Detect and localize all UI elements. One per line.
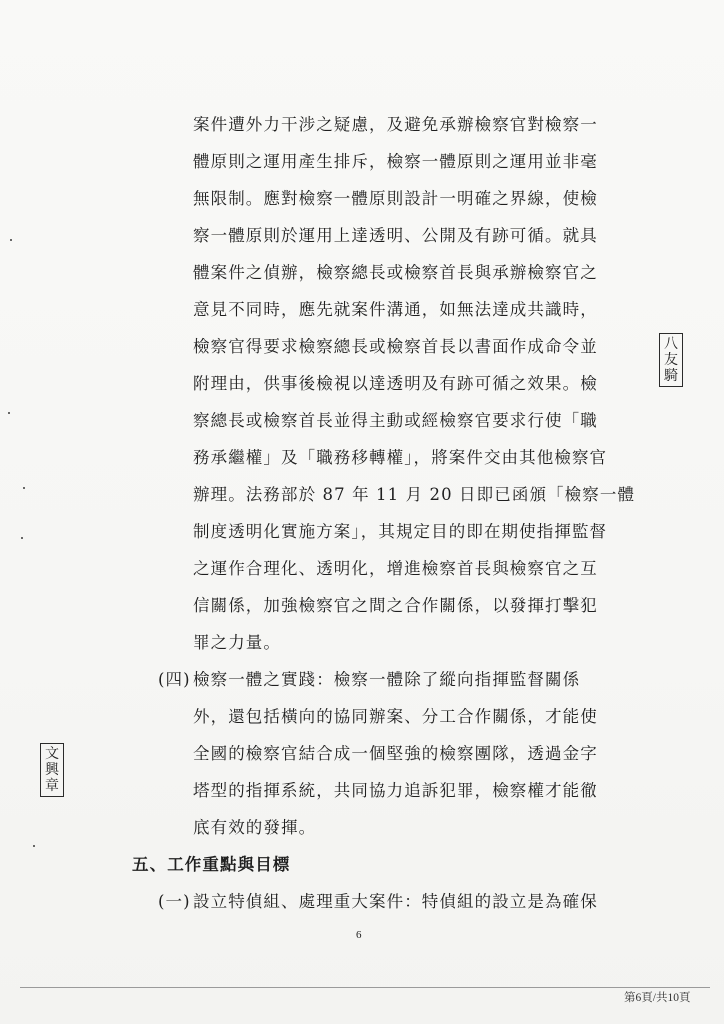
seal-right-char-2: 友 bbox=[664, 352, 678, 368]
seal-stamp-left bbox=[40, 743, 64, 797]
seal-left-char-3: 章 bbox=[45, 778, 59, 794]
body-line-2: 體原則之運用產生排斥，檢察一體原則之運用並非毫 bbox=[193, 152, 598, 171]
body-line-8: 附理由，供事後檢視以達透明及有跡可循之效果。檢 bbox=[193, 374, 598, 393]
section-4-line-2: 外，還包括橫向的協同辦案、分工合作關係，才能使 bbox=[193, 707, 598, 726]
page-number: 6 bbox=[356, 929, 362, 941]
seal-left-char-1: 文 bbox=[45, 746, 59, 762]
section-4-line-3: 全國的檢察官結合成一個堅強的檢察團隊，透過金字 bbox=[193, 744, 598, 763]
scan-speck bbox=[10, 239, 12, 241]
body-line-6: 意見不同時，應先就案件溝通，如無法達成共識時， bbox=[193, 300, 598, 319]
footer-divider bbox=[20, 987, 710, 988]
section-4-label: (四) bbox=[158, 670, 191, 689]
body-line-5: 體案件之偵辦，檢察總長或檢察首長與承辦檢察官之 bbox=[193, 263, 598, 282]
footer-page-count: 第6頁/共10頁 bbox=[624, 992, 691, 1004]
body-line-13: 之運作合理化、透明化，增進檢察首長與檢察官之互 bbox=[193, 559, 598, 578]
body-line-10: 務承繼權」及「職務移轉權」，將案件交由其他檢察官 bbox=[193, 448, 608, 467]
seal-right-char-1: 八 bbox=[664, 336, 678, 352]
section-4-line-1: 檢察一體之實踐：檢察一體除了縱向指揮監督關係 bbox=[193, 670, 581, 689]
body-line-3: 無限制。應對檢察一體原則設計一明確之界線，使檢 bbox=[193, 189, 598, 208]
body-line-4: 察一體原則於運用上達透明、公開及有跡可循。就具 bbox=[193, 226, 598, 245]
body-line-9: 察總長或檢察首長並得主動或經檢察官要求行使「職 bbox=[193, 411, 598, 430]
body-line-14: 信關係，加強檢察官之間之合作關係，以發揮打擊犯 bbox=[193, 596, 598, 615]
body-line-15: 罪之力量。 bbox=[193, 633, 281, 652]
section-4-line-5: 底有效的發揮。 bbox=[193, 818, 317, 837]
scan-speck bbox=[33, 845, 35, 847]
body-line-7: 檢察官得要求檢察總長或檢察首長以書面作成命令並 bbox=[193, 337, 598, 356]
seal-stamp-right bbox=[659, 333, 683, 387]
body-line-12: 制度透明化實施方案」，其規定目的即在期使指揮監督 bbox=[193, 522, 608, 541]
scan-speck bbox=[21, 537, 23, 539]
section-5-item-label: (一) bbox=[158, 892, 191, 911]
seal-right-char-3: 騎 bbox=[664, 368, 678, 384]
scan-speck bbox=[8, 412, 10, 414]
section-5-item-text: 設立特偵組、處理重大案件：特偵組的設立是為確保 bbox=[193, 892, 598, 911]
section-5-heading: 五、工作重點與目標 bbox=[132, 855, 291, 874]
seal-left-char-2: 興 bbox=[45, 762, 59, 778]
body-line-11: 辦理。法務部於 87 年 11 月 20 日即已函頒「檢察一體 bbox=[193, 485, 636, 504]
body-line-1: 案件遭外力干涉之疑慮，及避免承辦檢察官對檢察一 bbox=[193, 115, 598, 134]
section-4-line-4: 塔型的指揮系統，共同協力追訴犯罪，檢察權才能徹 bbox=[193, 781, 598, 800]
scan-speck bbox=[23, 487, 25, 489]
